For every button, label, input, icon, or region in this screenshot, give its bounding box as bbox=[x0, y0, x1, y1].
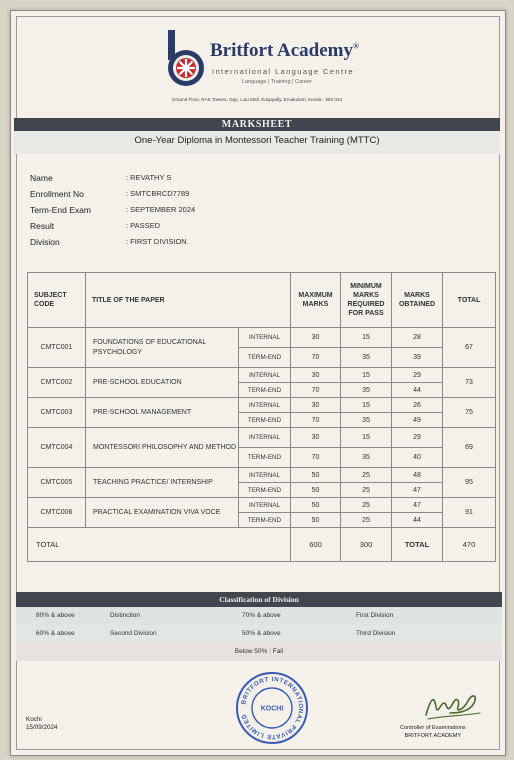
marks-obtained: 44 bbox=[392, 513, 443, 528]
min-marks: 25 bbox=[341, 468, 392, 483]
signatory-block bbox=[400, 724, 466, 740]
range-label: 50% & above bbox=[242, 630, 281, 637]
grand-total-obtained-label: TOTAL bbox=[392, 528, 443, 562]
max-marks: 50 bbox=[291, 513, 341, 528]
component-type: INTERNAL bbox=[239, 368, 291, 383]
max-marks: 50 bbox=[291, 468, 341, 483]
classification-of-division bbox=[16, 592, 502, 661]
marksheet-banner bbox=[14, 118, 500, 154]
seal-center-text: KOCHI bbox=[260, 705, 284, 713]
max-marks: 30 bbox=[291, 328, 341, 348]
subject-total: 69 bbox=[443, 428, 496, 468]
table-row bbox=[28, 498, 496, 513]
table-row bbox=[28, 368, 496, 383]
table-row bbox=[28, 398, 496, 413]
classification-title: Classification of Division bbox=[16, 592, 502, 607]
brand-logo bbox=[160, 28, 370, 90]
max-marks: 70 bbox=[291, 348, 341, 368]
header-marks-obtained: MARKS OBTAINED bbox=[392, 273, 443, 328]
field-value: : REVATHY S bbox=[126, 173, 172, 182]
max-marks: 50 bbox=[291, 498, 341, 513]
min-marks: 35 bbox=[341, 348, 392, 368]
marks-obtained: 47 bbox=[392, 483, 443, 498]
max-marks: 30 bbox=[291, 368, 341, 383]
grand-total-label: TOTAL bbox=[28, 528, 291, 562]
subject-total: 91 bbox=[443, 498, 496, 528]
component-type: TERM-END bbox=[239, 348, 291, 368]
signatory-title: Controller of Examinations bbox=[400, 725, 466, 731]
component-type: TERM-END bbox=[239, 513, 291, 528]
max-marks: 30 bbox=[291, 428, 341, 448]
signatory-org: BRITFORT ACADEMY bbox=[404, 733, 462, 739]
institution-seal-icon bbox=[234, 670, 310, 746]
classification-fail-row: Below 50% : Fail bbox=[16, 643, 502, 661]
field-value: : FIRST DIVISION bbox=[126, 237, 187, 246]
paper-title: TEACHING PRACTICE/ INTERNSHIP bbox=[86, 468, 239, 498]
subject-code: CMTC003 bbox=[28, 398, 86, 428]
grand-total-max: 600 bbox=[291, 528, 341, 562]
component-type: TERM-END bbox=[239, 383, 291, 398]
paper-title: FOUNDATIONS OF EDUCATIONAL PSYCHOLOGY bbox=[86, 328, 239, 368]
marks-obtained: 39 bbox=[392, 348, 443, 368]
marks-obtained: 47 bbox=[392, 498, 443, 513]
header-subject-code: SUBJECT CODE bbox=[28, 273, 86, 328]
field-value: : SMTCBRCD7789 bbox=[126, 189, 190, 198]
min-marks: 15 bbox=[341, 368, 392, 383]
division-label: Second Division bbox=[110, 630, 157, 637]
field-label: Result bbox=[30, 221, 55, 231]
totals-row bbox=[28, 528, 496, 562]
brand-subtitle: International Language Centre bbox=[212, 67, 354, 76]
signature-icon bbox=[420, 683, 484, 723]
marks-obtained: 29 bbox=[392, 428, 443, 448]
brand-tagline: Language | Training | Career bbox=[242, 79, 312, 85]
min-marks: 25 bbox=[341, 498, 392, 513]
marks-obtained: 29 bbox=[392, 368, 443, 383]
table-row bbox=[28, 428, 496, 448]
component-type: INTERNAL bbox=[239, 398, 291, 413]
brand-name: Britfort Academy® bbox=[210, 40, 359, 61]
max-marks: 70 bbox=[291, 413, 341, 428]
range-label: 80% & above bbox=[36, 612, 75, 619]
issue-date: 15/09/2024 bbox=[26, 724, 58, 731]
grand-total-min: 300 bbox=[341, 528, 392, 562]
marks-obtained: 40 bbox=[392, 448, 443, 468]
max-marks: 30 bbox=[291, 398, 341, 413]
header-maximum-marks: MAXIMUM MARKS bbox=[291, 273, 341, 328]
marks-obtained: 49 bbox=[392, 413, 443, 428]
min-marks: 15 bbox=[341, 428, 392, 448]
component-type: TERM-END bbox=[239, 413, 291, 428]
marks-obtained: 48 bbox=[392, 468, 443, 483]
paper-title: PRE-SCHOOL MANAGEMENT bbox=[86, 398, 239, 428]
field-label: Division bbox=[30, 237, 60, 247]
component-type: INTERNAL bbox=[239, 468, 291, 483]
component-type: TERM-END bbox=[239, 448, 291, 468]
min-marks: 35 bbox=[341, 383, 392, 398]
classification-row bbox=[16, 625, 502, 643]
division-label: First Division bbox=[356, 612, 394, 619]
banner-title: MARKSHEET bbox=[14, 118, 500, 131]
max-marks: 50 bbox=[291, 483, 341, 498]
paper-title: PRE-SCHOOL EDUCATION bbox=[86, 368, 239, 398]
min-marks: 35 bbox=[341, 413, 392, 428]
max-marks: 70 bbox=[291, 383, 341, 398]
min-marks: 35 bbox=[341, 448, 392, 468]
field-label: Name bbox=[30, 173, 53, 183]
issue-place-date bbox=[26, 716, 58, 732]
min-marks: 15 bbox=[341, 328, 392, 348]
marks-table bbox=[27, 272, 496, 562]
field-value: : PASSED bbox=[126, 221, 161, 230]
division-label: Distinction bbox=[110, 612, 140, 619]
header-minimum-marks: MINIMUM MARKS REQUIRED FOR PASS bbox=[341, 273, 392, 328]
grand-total-value: 470 bbox=[443, 528, 496, 562]
subject-code: CMTC002 bbox=[28, 368, 86, 398]
component-type: TERM-END bbox=[239, 483, 291, 498]
range-label: 70% & above bbox=[242, 612, 281, 619]
field-label: Enrollment No bbox=[30, 189, 84, 199]
component-type: INTERNAL bbox=[239, 328, 291, 348]
subject-code: CMTC005 bbox=[28, 468, 86, 498]
britfort-b-logo-icon bbox=[160, 28, 208, 90]
subject-code: CMTC006 bbox=[28, 498, 86, 528]
min-marks: 15 bbox=[341, 398, 392, 413]
subject-code: CMTC001 bbox=[28, 328, 86, 368]
table-header-row bbox=[28, 273, 496, 328]
institution-address: Ground Floor, RAK Towers, Opp. Lulu Mall, Edappally, Ernakulam, Kerala - 682 024 bbox=[171, 97, 343, 102]
subject-total: 67 bbox=[443, 328, 496, 368]
min-marks: 25 bbox=[341, 513, 392, 528]
field-value: : SEPTEMBER 2024 bbox=[126, 205, 196, 214]
paper-title: MONTESSORI PHILOSOPHY AND METHOD bbox=[86, 428, 239, 468]
marks-obtained: 26 bbox=[392, 398, 443, 413]
table-row bbox=[28, 328, 496, 348]
division-label: Third Division bbox=[356, 630, 396, 637]
table-row bbox=[28, 468, 496, 483]
component-type: INTERNAL bbox=[239, 498, 291, 513]
subject-code: CMTC004 bbox=[28, 428, 86, 468]
seal-ring-text: BRITFORT INTERNATIONAL PRIVATE LIMITED bbox=[240, 675, 305, 741]
min-marks: 25 bbox=[341, 483, 392, 498]
component-type: INTERNAL bbox=[239, 428, 291, 448]
paper-title: PRACTICAL EXAMINATION VIVA VOCE bbox=[86, 498, 239, 528]
header-paper-title: TITLE OF THE PAPER bbox=[86, 273, 291, 328]
subject-total: 75 bbox=[443, 398, 496, 428]
header-total: TOTAL bbox=[443, 273, 496, 328]
marks-obtained: 44 bbox=[392, 383, 443, 398]
range-label: 60% & above bbox=[36, 630, 75, 637]
issue-place: Kochi bbox=[26, 716, 42, 723]
subject-total: 73 bbox=[443, 368, 496, 398]
marks-obtained: 28 bbox=[392, 328, 443, 348]
classification-row bbox=[16, 607, 502, 625]
max-marks: 70 bbox=[291, 448, 341, 468]
banner-subtitle: One-Year Diploma in Montessori Teacher Training (MTTC) bbox=[14, 131, 500, 154]
field-label: Term-End Exam bbox=[30, 205, 91, 215]
subject-total: 95 bbox=[443, 468, 496, 498]
